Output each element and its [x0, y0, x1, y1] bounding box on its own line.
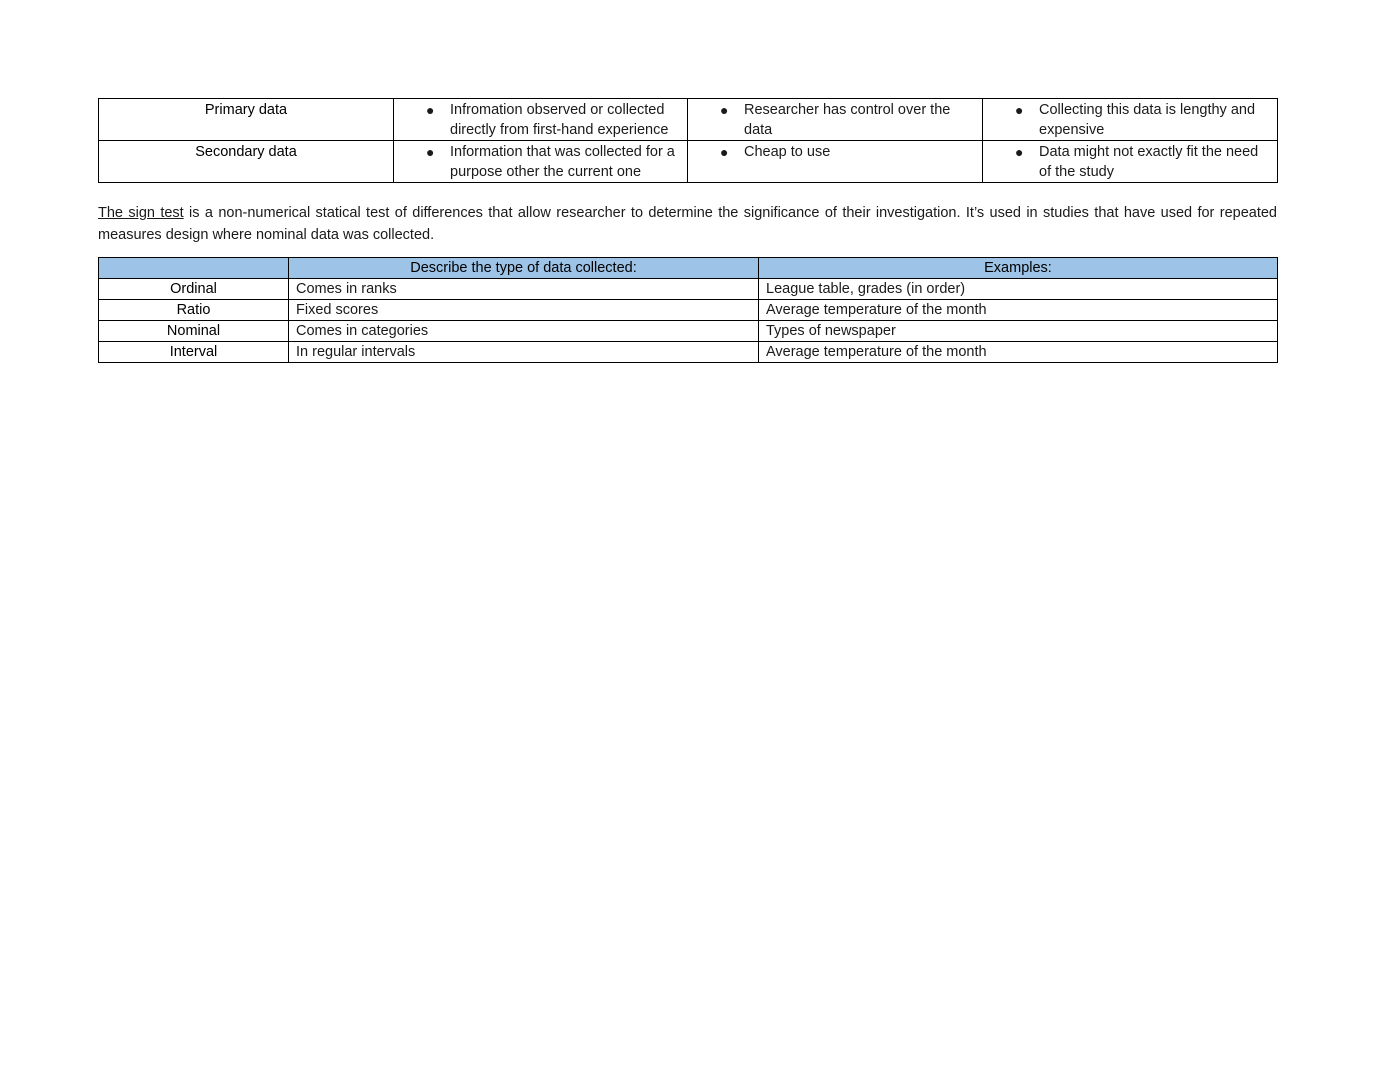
bullet-icon: ● — [1015, 144, 1024, 160]
column-header: Describe the type of data collected: — [289, 258, 759, 279]
table-cell — [394, 99, 688, 141]
data-type-label: Ordinal — [99, 279, 289, 300]
cell-text: Collecting this data is lengthy and expensive — [1039, 102, 1256, 138]
table-row — [99, 300, 1278, 321]
header-row — [99, 258, 1278, 279]
cell-text: Researcher has control over the data — [744, 102, 951, 138]
table-cell — [983, 141, 1278, 183]
bullet-icon: ● — [720, 102, 729, 118]
cell-text: Information that was collected for a purpose other the current one — [450, 144, 675, 180]
table-cell — [394, 141, 688, 183]
example-cell: Types of newspaper — [759, 321, 1278, 342]
bullet-icon: ● — [426, 144, 435, 160]
table-row — [99, 99, 1278, 141]
example-cell: Average temperature of the month — [759, 342, 1278, 363]
description-cell: Comes in ranks — [289, 279, 759, 300]
table-row — [99, 141, 1278, 183]
table-row — [99, 342, 1278, 363]
bullet-icon: ● — [720, 144, 729, 160]
sign-test-term: The sign test — [98, 205, 184, 221]
bullet-icon: ● — [1015, 102, 1024, 118]
bullet-icon: ● — [426, 102, 435, 118]
description-cell: In regular intervals — [289, 342, 759, 363]
table-cell — [688, 141, 983, 183]
cell-text: Cheap to use — [744, 144, 831, 160]
sign-test-paragraph — [98, 202, 1277, 246]
description-cell: Fixed scores — [289, 300, 759, 321]
paragraph-text: is a non-numerical statical test of differences that allow researcher to determine the significance of their investigation. It’s used in studies that have used for repeated measures design where nominal data was collected. — [98, 205, 1277, 243]
column-header: Examples: — [759, 258, 1278, 279]
row-label: Primary data — [99, 99, 394, 141]
example-cell: Average temperature of the month — [759, 300, 1278, 321]
data-sources-table — [98, 98, 1278, 183]
table-cell — [983, 99, 1278, 141]
data-types-table — [98, 257, 1278, 363]
column-header — [99, 258, 289, 279]
table-row — [99, 279, 1278, 300]
table-cell — [688, 99, 983, 141]
description-cell: Comes in categories — [289, 321, 759, 342]
example-cell: League table, grades (in order) — [759, 279, 1278, 300]
data-type-label: Ratio — [99, 300, 289, 321]
table-row — [99, 321, 1278, 342]
cell-text: Infromation observed or collected directly from first-hand experience — [450, 102, 669, 138]
document-page — [98, 98, 1277, 363]
data-type-label: Nominal — [99, 321, 289, 342]
data-type-label: Interval — [99, 342, 289, 363]
cell-text: Data might not exactly fit the need of the study — [1039, 144, 1259, 180]
row-label: Secondary data — [99, 141, 394, 183]
